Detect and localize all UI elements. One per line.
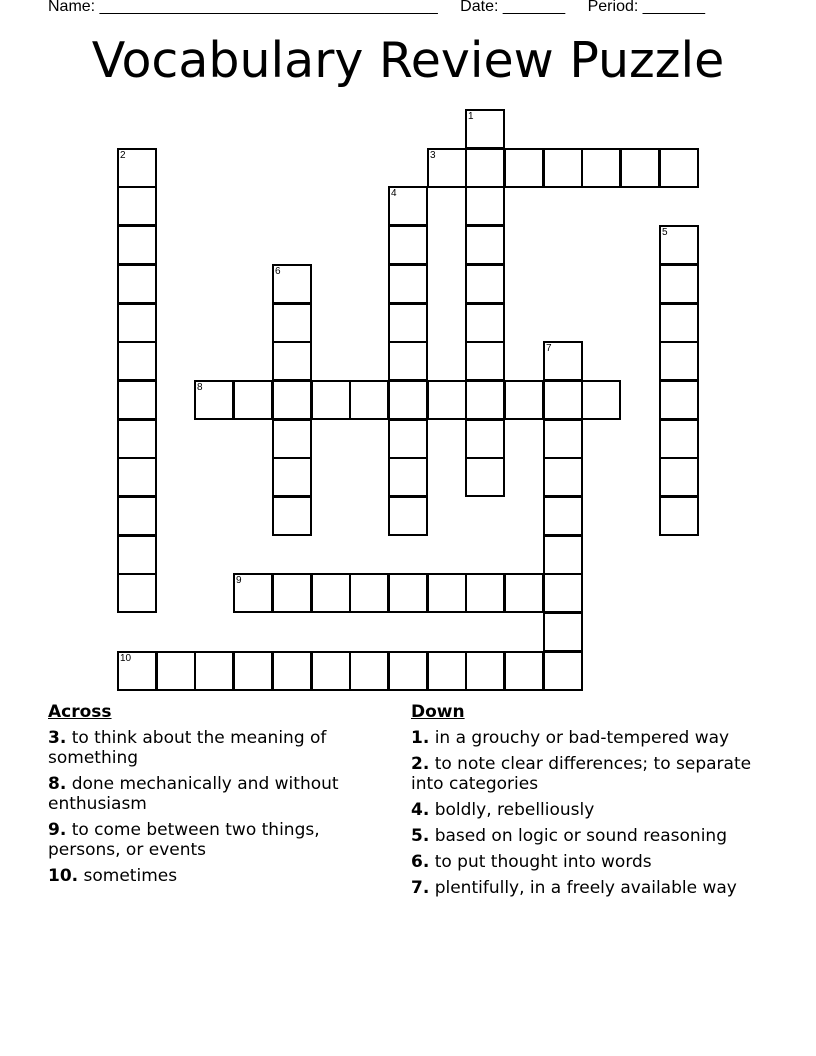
crossword-cell[interactable]: [504, 380, 544, 420]
crossword-cell[interactable]: [349, 380, 389, 420]
crossword-cell[interactable]: [272, 457, 312, 497]
crossword-cell[interactable]: [272, 419, 312, 459]
crossword-cell[interactable]: [117, 535, 157, 575]
crossword-cell[interactable]: [465, 109, 505, 149]
crossword-cell[interactable]: [156, 651, 196, 691]
clue-down-7: [411, 878, 761, 898]
crossword-cell[interactable]: [311, 573, 351, 613]
crossword-cell[interactable]: [427, 380, 467, 420]
crossword-cell[interactable]: [465, 573, 505, 613]
clue-number: 7.: [411, 878, 430, 898]
crossword-cell[interactable]: [272, 380, 312, 420]
crossword-cell[interactable]: [388, 264, 428, 304]
crossword-cell[interactable]: [465, 419, 505, 459]
crossword-cell[interactable]: [388, 457, 428, 497]
crossword-cell[interactable]: [272, 264, 312, 304]
crossword-cell[interactable]: [311, 380, 351, 420]
crossword-cell[interactable]: [311, 651, 351, 691]
clue-number: 2.: [411, 754, 430, 774]
crossword-cell[interactable]: [659, 419, 699, 459]
crossword-cell[interactable]: [388, 651, 428, 691]
crossword-cell[interactable]: [117, 457, 157, 497]
crossword-cell[interactable]: [465, 148, 505, 188]
crossword-cell[interactable]: [543, 457, 583, 497]
crossword-cell[interactable]: [117, 380, 157, 420]
crossword-cell[interactable]: [117, 225, 157, 265]
crossword-cell[interactable]: [388, 380, 428, 420]
clue-text: in a grouchy or bad-tempered way: [429, 728, 730, 748]
crossword-cell[interactable]: [543, 148, 583, 188]
crossword-cell[interactable]: [388, 303, 428, 343]
crossword-cell[interactable]: [465, 380, 505, 420]
crossword-cell[interactable]: [543, 341, 583, 381]
clue-number: 10.: [48, 866, 79, 886]
clue-number-label: 3: [430, 150, 436, 161]
clue-text: to think about the meaning of something: [48, 728, 327, 768]
crossword-cell[interactable]: [117, 651, 157, 691]
crossword-cell[interactable]: [388, 573, 428, 613]
clue-number: 9.: [48, 820, 67, 840]
down-clues: [411, 702, 761, 904]
crossword-cell[interactable]: [504, 651, 544, 691]
clue-down-2: [411, 754, 761, 794]
clue-number-label: 9: [236, 575, 242, 586]
crossword-cell[interactable]: [388, 225, 428, 265]
crossword-cell[interactable]: [194, 651, 234, 691]
clue-number-label: 10: [120, 653, 132, 664]
clue-down-6: [411, 852, 761, 872]
crossword-cell[interactable]: [117, 264, 157, 304]
page-title: Vocabulary Review Puzzle: [91, 32, 725, 89]
crossword-cell[interactable]: [117, 148, 157, 188]
crossword-cell[interactable]: [117, 303, 157, 343]
crossword-cell[interactable]: [543, 496, 583, 536]
crossword-cell[interactable]: [543, 419, 583, 459]
crossword-cell[interactable]: [427, 148, 467, 188]
crossword-cell[interactable]: [388, 496, 428, 536]
across-heading: Across: [48, 702, 112, 722]
crossword-cell[interactable]: [427, 651, 467, 691]
crossword-cell[interactable]: [117, 341, 157, 381]
crossword-cell[interactable]: [659, 303, 699, 343]
crossword-cell[interactable]: [194, 380, 234, 420]
clue-number-label: 5: [662, 227, 668, 238]
crossword-cell[interactable]: [465, 186, 505, 226]
crossword-cell[interactable]: [117, 496, 157, 536]
crossword-cell[interactable]: [659, 457, 699, 497]
clue-number: 1.: [411, 728, 430, 748]
crossword-cell[interactable]: [272, 341, 312, 381]
clue-text: to come between two things, persons, or events: [48, 820, 320, 860]
clue-across-10: [48, 866, 378, 886]
crossword-cell[interactable]: [659, 341, 699, 381]
crossword-cell[interactable]: [272, 573, 312, 613]
name-field[interactable]: Name: ______________________________________: [48, 0, 438, 15]
crossword-cell[interactable]: [581, 148, 621, 188]
clue-number: 3.: [48, 728, 67, 748]
crossword-cell[interactable]: [349, 651, 389, 691]
clue-number: 8.: [48, 774, 67, 794]
clue-number: 6.: [411, 852, 430, 872]
crossword-cell[interactable]: [233, 380, 273, 420]
clue-number-label: 8: [197, 382, 203, 393]
clue-text: to put thought into words: [429, 852, 652, 872]
crossword-cell[interactable]: [465, 341, 505, 381]
clue-number-label: 7: [546, 343, 552, 354]
crossword-cell[interactable]: [388, 419, 428, 459]
clue-across-8: [48, 774, 378, 814]
clue-text: based on logic or sound reasoning: [429, 826, 727, 846]
crossword-cell[interactable]: [349, 573, 389, 613]
down-heading: Down: [411, 702, 465, 722]
crossword-cell[interactable]: [504, 573, 544, 613]
clue-number-label: 4: [391, 188, 397, 199]
crossword-cell[interactable]: [659, 225, 699, 265]
clue-text: boldly, rebelliously: [429, 800, 595, 820]
crossword-cell[interactable]: [465, 225, 505, 265]
clue-text: done mechanically and without enthusiasm: [48, 774, 339, 814]
crossword-cell[interactable]: [659, 380, 699, 420]
across-clues: [48, 702, 378, 892]
crossword-cell[interactable]: [465, 303, 505, 343]
clue-text: to note clear differences; to separate into categories: [411, 754, 752, 794]
crossword-cell[interactable]: [543, 380, 583, 420]
crossword-cell[interactable]: [659, 264, 699, 304]
clue-number-label: 2: [120, 150, 126, 161]
clue-number-label: 6: [275, 266, 281, 277]
clue-number: 4.: [411, 800, 430, 820]
crossword-cell[interactable]: [659, 496, 699, 536]
crossword-cell[interactable]: [465, 264, 505, 304]
crossword-cell[interactable]: [117, 573, 157, 613]
crossword-cell[interactable]: [117, 419, 157, 459]
clue-down-1: [411, 728, 761, 748]
crossword-cell[interactable]: [659, 148, 699, 188]
crossword-cell[interactable]: [117, 186, 157, 226]
crossword-cell[interactable]: [581, 380, 621, 420]
period-field[interactable]: Period: _______: [587, 0, 706, 15]
crossword-cell[interactable]: [272, 496, 312, 536]
clue-across-9: [48, 820, 378, 860]
clue-down-4: [411, 800, 761, 820]
crossword-cell[interactable]: [543, 612, 583, 652]
clue-number-label: 1: [468, 111, 474, 122]
clue-text: plentifully, in a freely available way: [429, 878, 737, 898]
clue-text: sometimes: [78, 866, 178, 886]
clue-down-5: [411, 826, 761, 846]
crossword-cell[interactable]: [465, 651, 505, 691]
clue-across-3: [48, 728, 378, 768]
crossword-cell[interactable]: [272, 303, 312, 343]
crossword-cell[interactable]: [233, 651, 273, 691]
crossword-cell[interactable]: [272, 651, 312, 691]
crossword-cell[interactable]: [388, 341, 428, 381]
crossword-cell[interactable]: [543, 651, 583, 691]
crossword-cell[interactable]: [233, 573, 273, 613]
crossword-cell[interactable]: [504, 148, 544, 188]
crossword-cell[interactable]: [620, 148, 660, 188]
crossword-cell[interactable]: [388, 186, 428, 226]
crossword-cell[interactable]: [543, 573, 583, 613]
date-field[interactable]: Date: _______: [460, 0, 566, 15]
clue-number: 5.: [411, 826, 430, 846]
crossword-cell[interactable]: [465, 457, 505, 497]
crossword-cell[interactable]: [543, 535, 583, 575]
crossword-cell[interactable]: [427, 573, 467, 613]
